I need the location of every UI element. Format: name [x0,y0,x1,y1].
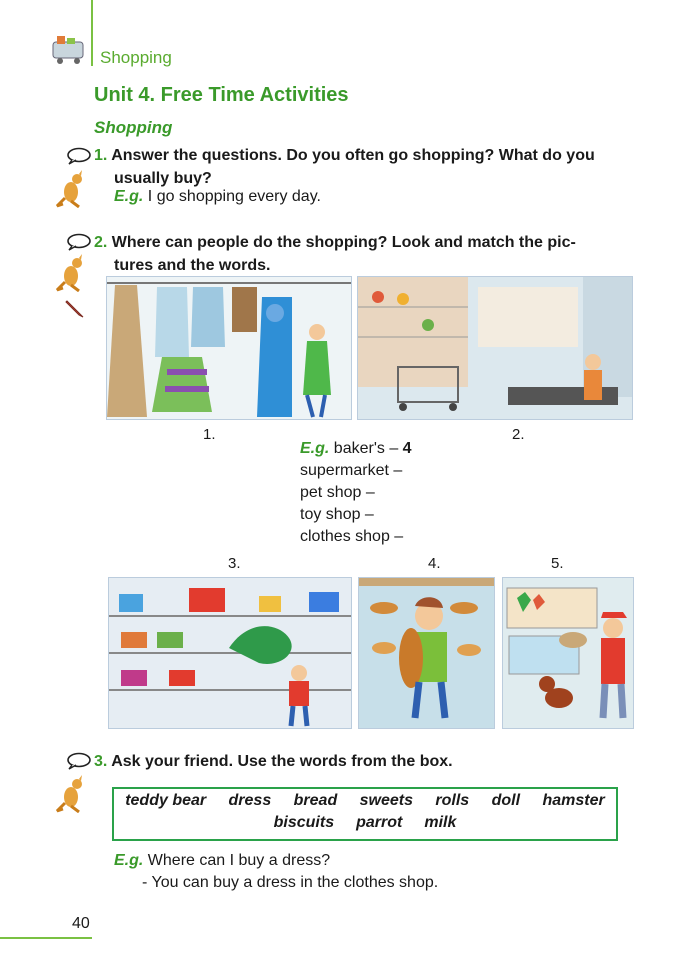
picture-3-caption: 3. [228,555,241,572]
shopping-cart-icon [47,34,89,66]
matching-item: toy shop – [300,506,374,523]
page-number: 40 [72,915,90,932]
picture-4-caption: 4. [428,555,441,572]
word-item: biscuits [273,814,335,831]
matching-example [300,438,412,460]
task1-number: 1. [94,147,108,164]
task1-eg-label: E.g. [114,188,144,205]
task2 [94,231,654,277]
word-item: dress [228,792,272,809]
picture-5-caption: 5. [551,555,564,572]
matching-list [300,438,412,548]
speech-bubble-icon [66,752,92,775]
picture-2-caption: 2. [512,426,525,443]
kangaroo-icon [55,254,89,297]
word-box [112,787,618,841]
footer-rule [0,937,92,939]
matching-eg-answer: 4 [402,440,412,457]
word-box-row2 [114,814,616,832]
matching-eg-text: baker's – [333,440,403,457]
word-item: hamster [542,792,605,809]
task2-text-line1: Where can people do the shopping? Look and match the pic- [111,234,576,251]
header-rule [91,0,93,66]
task3-text: Ask your friend. Use the words from the box. [111,753,453,770]
word-item: milk [424,814,457,831]
pencil-icon [64,297,86,324]
matching-item: supermarket – [300,462,403,479]
kangaroo-icon [55,775,89,818]
supermarket-picture [357,276,633,420]
word-item: doll [491,792,521,809]
word-box-row1 [114,792,616,810]
matching-item: pet shop – [300,484,375,501]
word-item: bread [293,792,338,809]
task3-eg-line1: Where can I buy a dress? [147,852,331,869]
clothes-shop-picture [106,276,352,420]
task3-example [114,850,438,894]
section-title: Shopping [94,118,173,137]
word-item: rolls [435,792,470,809]
word-item: parrot [356,814,403,831]
task3-eg-line2: - You can buy a dress in the clothes shop. [142,874,439,891]
word-item: sweets [359,792,413,809]
bakers-picture [358,577,495,729]
unit-title: Unit 4. Free Time Activities [94,84,349,106]
kangaroo-icon [55,170,89,213]
picture-1-caption: 1. [203,426,216,443]
task1-example [114,186,321,208]
speech-bubble-icon [66,147,92,170]
word-item: teddy bear [125,792,207,809]
task1-text-line1: Answer the questions. Do you often go shopping? What do you [111,147,595,164]
task1 [94,144,654,190]
task1-eg-text: I go shopping every day. [147,188,321,205]
speech-bubble-icon [66,233,92,256]
task1-text-line2: usually buy? [114,170,212,187]
pet-shop-picture [502,577,634,729]
task3 [94,750,453,773]
task3-eg-label: E.g. [114,852,144,869]
task3-number: 3. [94,753,108,770]
toy-shop-picture [108,577,352,729]
task2-number: 2. [94,234,108,251]
matching-item: clothes shop – [300,528,404,545]
header-section-label: Shopping [100,48,172,67]
matching-eg-label: E.g. [300,440,330,457]
task2-text-line2: tures and the words. [114,257,271,274]
